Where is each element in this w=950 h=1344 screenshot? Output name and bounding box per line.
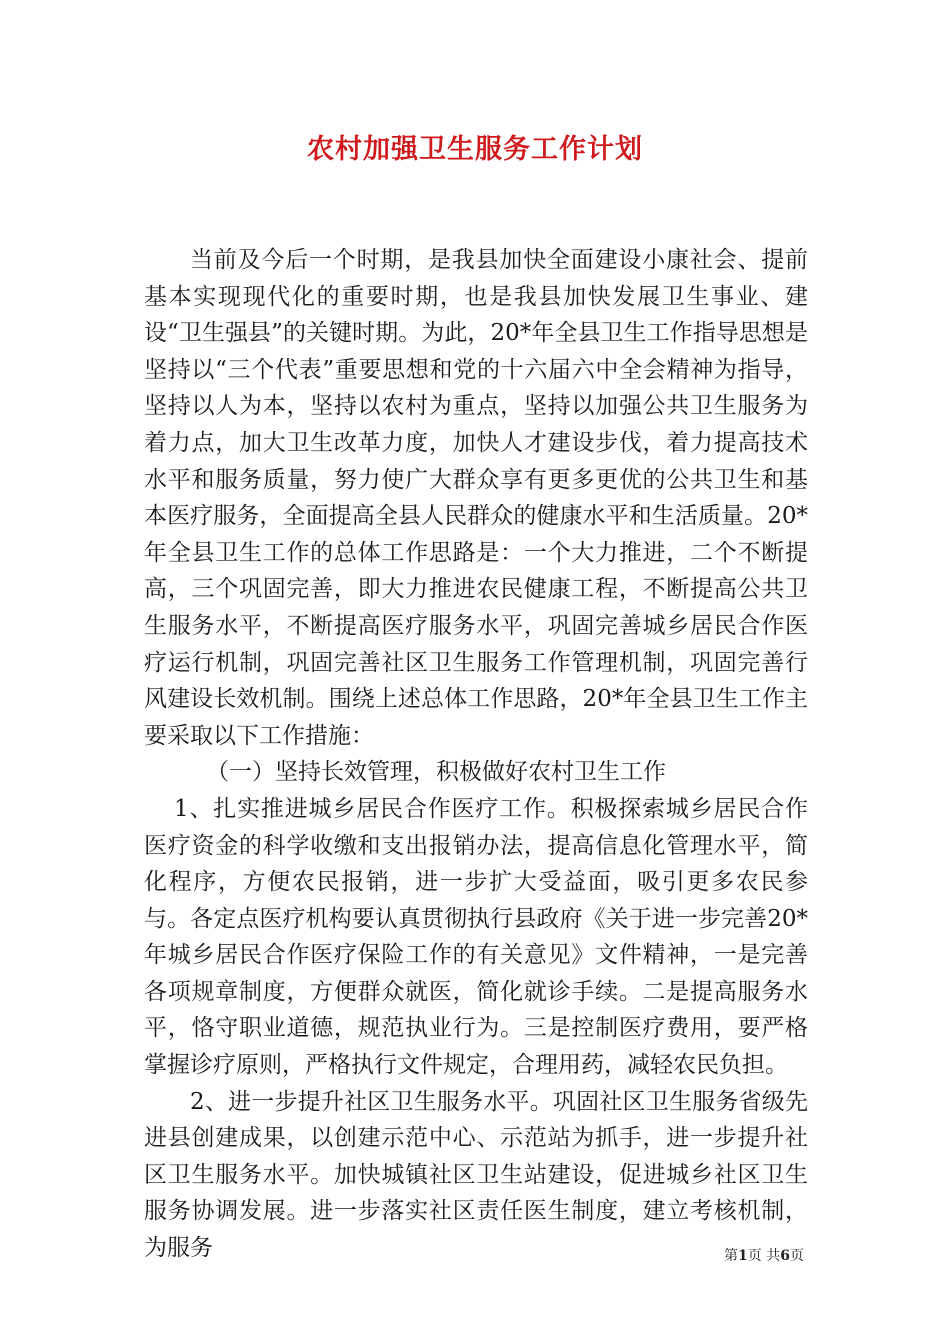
page-number-footer (724, 1247, 804, 1265)
footer-suffix: 页 (790, 1248, 804, 1264)
section-heading-1: （一）坚持长效管理，积极做好农村卫生工作 (206, 759, 666, 786)
document-body (144, 242, 808, 1267)
paragraph-intro: 当前及今后一个时期，是我县加快全面建设小康社会、提前基本实现现代化的重要时期，也是我县加快发展卫生事业、建设“卫生强县”的关键时期。为此，20*年全县卫生工作指导思想是坚持以“三个代表”重要思想和党的十六届六中全会精神为指导，坚持以人为本，坚持以农村为重点，坚持以加强公共卫生服务为着力点，加大卫生改革力度，加快人才建设步伐，着力提高技术水平和服务质量，努力使广大群众享有更多更优的公共卫生和基本医疗服务，全面提高全县人民群众的健康水平和生活质量。20*年全县卫生工作的总体工作思路是：一个大力推进，二个不断提高，三个巩固完善，即大力推进农民健康工程，不断提高公共卫生服务水平，不断提高医疗服务水平，巩固完善城乡居民合作医疗运行机制，巩固完善社区卫生服务工作管理机制，巩固完善行风建设长效机制。围绕上述总体工作思路，20*年全县卫生工作主要采取以下工作措施： (144, 247, 808, 749)
footer-middle: 页 共 (747, 1248, 781, 1264)
footer-prefix: 第 (724, 1248, 739, 1264)
paragraph-item-1: 1、扎实推进城乡居民合作医疗工作。积极探索城乡居民合作医疗资金的科学收缴和支出报销办法，提高信息化管理水平，简化程序，方便农民报销，进一步扩大受益面，吸引更多农民参与。各定点医疗机构要认真贯彻执行县政府《关于进一步完善20*年城乡居民合作医疗保险工作的有关意见》文件精神，一是完善各项规章制度，方便群众就医，简化就诊手续。二是提高服务水平，恪守职业道德，规范执业行为。三是控制医疗费用，要严格掌握诊疗原则，严格执行文件规定，合理用药，减轻农民负担。 (144, 795, 808, 1079)
paragraph-item-2: 2、进一步提升社区卫生服务水平。巩固社区卫生服务省级先进县创建成果，以创建示范中心、示范站为抓手，进一步提升社区卫生服务水平。加快城镇社区卫生站建设，促进城乡社区卫生服务协调发展。进一步落实社区责任医生制度，建立考核机制，为服务 (144, 1088, 808, 1262)
document-title: 农村加强卫生服务工作计划 (307, 134, 643, 165)
footer-total-pages: 6 (780, 1248, 790, 1264)
footer-current-page: 1 (738, 1248, 748, 1264)
